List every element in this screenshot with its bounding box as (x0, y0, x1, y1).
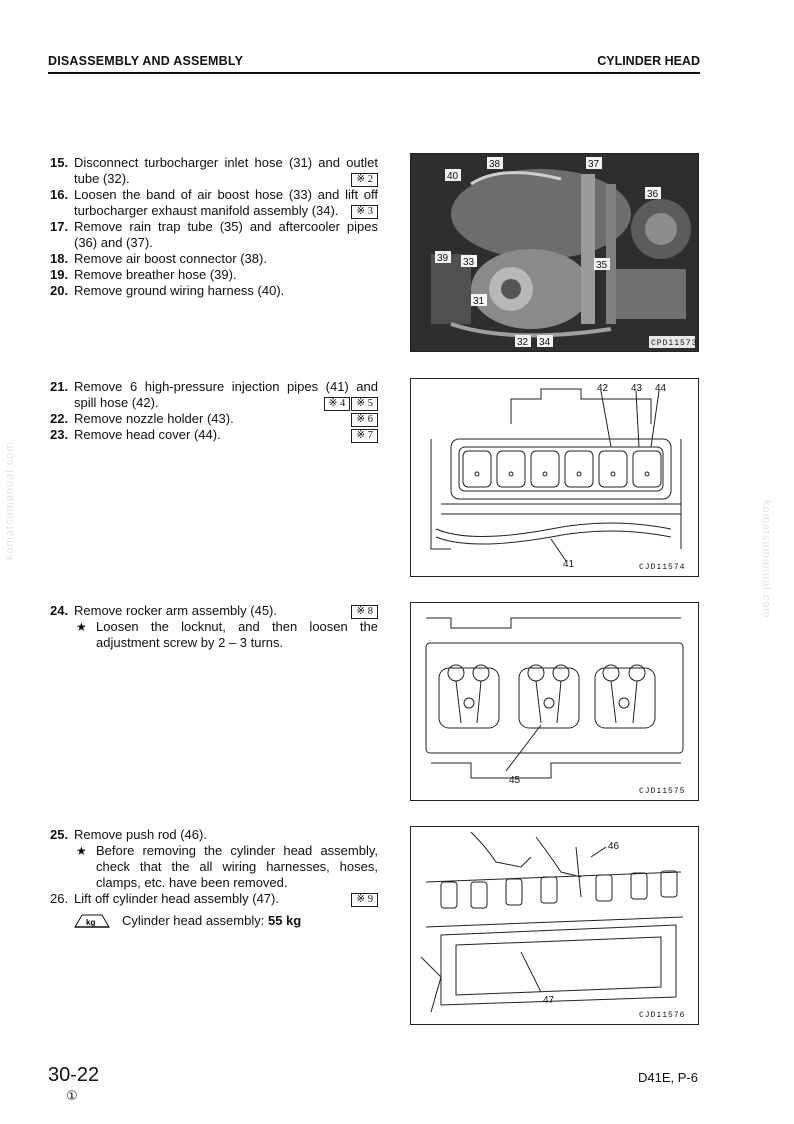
step-25: 25. Remove push rod (46). (50, 827, 207, 842)
callout-31: 31 (473, 296, 485, 307)
step-22: 22. Remove nozzle holder (43). ※ 6 (48, 411, 378, 427)
weight-icon (74, 914, 110, 928)
callout-40: 40 (447, 171, 459, 182)
watermark-right: komatsumanual.com (760, 500, 772, 619)
topic-title: CYLINDER HEAD (597, 54, 700, 68)
section-title: DISASSEMBLY AND ASSEMBLY (48, 54, 244, 68)
revision-mark: ① (66, 1088, 78, 1103)
model-code: D41E, P-6 (638, 1070, 698, 1085)
ref-mark-3: ※ 3 (351, 205, 378, 219)
figure-code: CJD11574 (639, 563, 686, 572)
step-19: 19. Remove breather hose (39). (50, 267, 237, 282)
figure-turbocharger-photo (410, 153, 699, 352)
page-number: 30-22 (48, 1064, 100, 1086)
callout-34: 34 (539, 337, 551, 348)
weight-value: 55 kg (267, 913, 302, 928)
step-20: 20. Remove ground wiring harness (40). (50, 283, 285, 298)
ref-mark-9: ※ 9 (351, 893, 378, 907)
star-icon: ★ (76, 844, 87, 858)
callout-35: 35 (596, 260, 608, 271)
steps-21-23 (48, 379, 378, 443)
note-harnesses: ★ Before removing the cylinder head assembly, check that the all wiring harnesses, hoses, clamps, etc. have been removed. (76, 843, 378, 890)
step-24-block (48, 603, 378, 651)
callout-47: 47 (543, 995, 555, 1006)
figure-code: CPD11573 (651, 339, 698, 348)
callout-42: 42 (597, 383, 609, 394)
callout-38: 38 (489, 159, 501, 170)
step-16: 16. Loosen the band of air boost hose (33) and lift off turbocharger exhaust manifold assembly (34). ※ 3 (50, 187, 378, 218)
step-24: 24. Remove rocker arm assembly (45). ※ 8 (48, 603, 378, 619)
push-rod-drawing (411, 827, 698, 1024)
callout-36: 36 (647, 189, 659, 200)
ref-mark-4: ※ 4 (324, 397, 351, 411)
rocker-arm-drawing (411, 603, 698, 800)
svg-text:kg: kg (86, 918, 96, 927)
callout-45: 45 (509, 775, 521, 786)
page-header (48, 52, 700, 74)
turbocharger-photo (411, 154, 698, 351)
step-18: 18. Remove air boost connector (38). (50, 251, 267, 266)
steps-25-26 (48, 827, 378, 931)
step-17: 17. Remove rain trap tube (35) and aftercooler pipes (36) and (37). (50, 219, 378, 250)
step-26: 26. Lift off cylinder head assembly (47). ※ 9 (48, 891, 378, 907)
callout-41: 41 (563, 559, 575, 570)
figure-code: CJD11575 (639, 787, 686, 796)
figure-push-rod-drawing (410, 826, 699, 1025)
watermark-left: komatsumanual.com (4, 441, 16, 560)
ref-mark-5: ※ 5 (351, 397, 378, 411)
head-cover-drawing (411, 379, 698, 576)
callout-44: 44 (655, 383, 667, 394)
ref-mark-7: ※ 7 (351, 429, 378, 443)
callout-46: 46 (608, 841, 620, 852)
step-21: 21. Remove 6 high-pressure injection pipes (41) and spill hose (42). ※ 4 ※ 5 (50, 379, 378, 410)
weight-spec: kg Cylinder head assembly: 55 kg (48, 913, 378, 931)
steps-15-20 (48, 155, 378, 299)
callout-43: 43 (631, 383, 643, 394)
figure-head-cover-drawing (410, 378, 699, 577)
step-23: 23. Remove head cover (44). ※ 7 (48, 427, 378, 443)
figure-rocker-arm-drawing (410, 602, 699, 801)
ref-mark-6: ※ 6 (351, 413, 378, 427)
figure-code: CJD11576 (639, 1011, 686, 1020)
star-icon: ★ (76, 620, 87, 634)
note-locknut: ★ Loosen the locknut, and then loosen the adjustment screw by 2 – 3 turns. (76, 619, 378, 650)
ref-mark-8: ※ 8 (351, 605, 378, 619)
callout-37: 37 (588, 159, 600, 170)
callout-39: 39 (437, 253, 449, 264)
ref-mark-2: ※ 2 (351, 173, 378, 187)
callout-32: 32 (517, 337, 529, 348)
step-15: 15. Disconnect turbocharger inlet hose (31) and outlet tube (32). ※ 2 (50, 155, 378, 186)
callout-33: 33 (463, 257, 475, 268)
